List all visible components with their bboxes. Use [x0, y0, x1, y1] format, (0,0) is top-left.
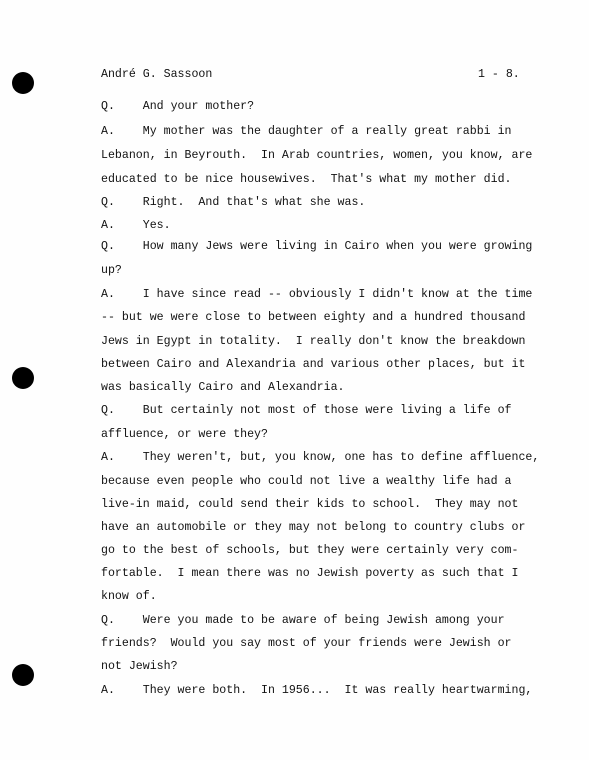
binder-hole-top — [12, 72, 34, 94]
transcript-line: Q. But certainly not most of those were living a life of — [101, 404, 512, 417]
interviewee-name: André G. Sassoon — [101, 68, 213, 81]
transcript-line: not Jewish? — [101, 660, 178, 673]
transcript-line: Jews in Egypt in totality. I really don't know the breakdown — [101, 335, 526, 348]
transcript-line: fortable. I mean there was no Jewish poverty as such that I — [101, 567, 519, 580]
transcript-line: Q. Right. And that's what she was. — [101, 196, 366, 209]
transcript-line: Q. How many Jews were living in Cairo when you were growing — [101, 240, 533, 253]
transcript-line: A. My mother was the daughter of a really great rabbi in — [101, 125, 512, 138]
transcript-line: up? — [101, 264, 122, 277]
transcript-line: A. They weren't, but, you know, one has to define affluence, — [101, 451, 540, 464]
page-number: 1 - 8. — [478, 68, 520, 81]
transcript-line: friends? Would you say most of your friends were Jewish or — [101, 637, 512, 650]
transcript-line: -- but we were close to between eighty and a hundred thousand — [101, 311, 526, 324]
transcript-line: Lebanon, in Beyrouth. In Arab countries, women, you know, are — [101, 149, 533, 162]
transcript-line: educated to be nice housewives. That's what my mother did. — [101, 173, 512, 186]
transcript-line: because even people who could not live a wealthy life had a — [101, 475, 512, 488]
transcript-line: A. They were both. In 1956... It was really heartwarming, — [101, 684, 533, 697]
transcript-line: go to the best of schools, but they were certainly very com- — [101, 544, 519, 557]
binder-hole-middle — [12, 367, 34, 389]
transcript-line: between Cairo and Alexandria and various other places, but it — [101, 358, 526, 371]
transcript-line: Q. Were you made to be aware of being Jewish among your — [101, 614, 505, 627]
transcript-line: know of. — [101, 590, 157, 603]
transcript-line: A. Yes. — [101, 219, 171, 232]
transcript-line: Q. And your mother? — [101, 100, 255, 113]
transcript-line: A. I have since read -- obviously I didn't know at the time — [101, 288, 533, 301]
transcript-line: live-in maid, could send their kids to school. They may not — [101, 498, 519, 511]
transcript-line: affluence, or were they? — [101, 428, 268, 441]
transcript-line: have an automobile or they may not belong to country clubs or — [101, 521, 526, 534]
transcript-line: was basically Cairo and Alexandria. — [101, 381, 345, 394]
binder-hole-bottom — [12, 664, 34, 686]
